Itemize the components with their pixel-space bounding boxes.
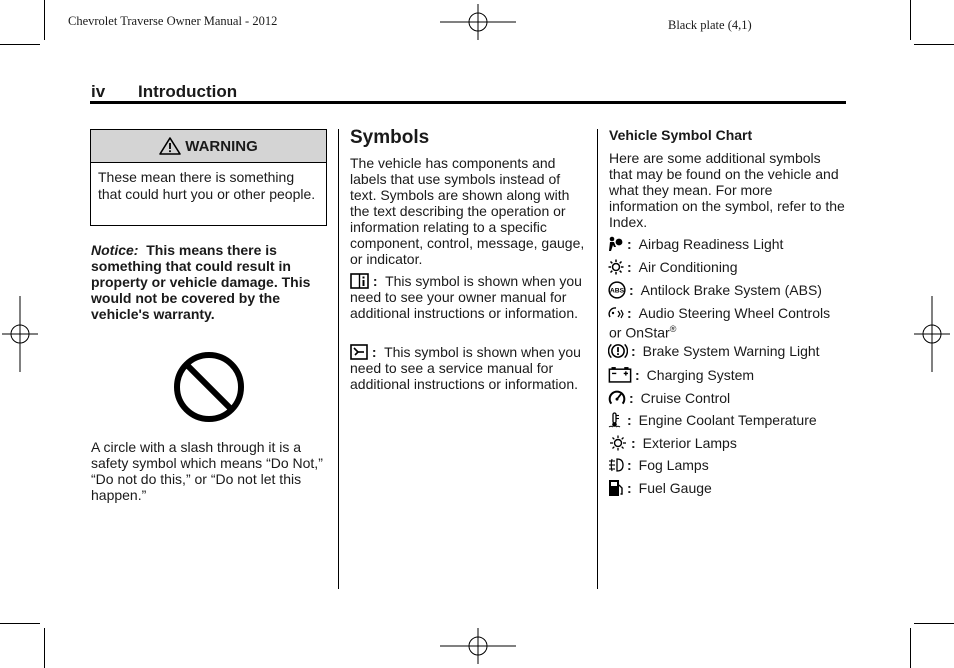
svg-text:ABS: ABS bbox=[609, 287, 625, 295]
section-title: Introduction bbox=[138, 82, 238, 101]
exterior-lamps-icon bbox=[608, 435, 628, 451]
registration-mark-left bbox=[2, 296, 38, 372]
registration-mark-bottom bbox=[440, 628, 516, 664]
page-number: iv bbox=[91, 82, 106, 101]
fog-lamps-icon bbox=[608, 457, 624, 473]
brake-warning-icon bbox=[608, 341, 628, 361]
list-item-label: Antilock Brake System (ABS) bbox=[640, 282, 822, 298]
warning-triangle-icon bbox=[159, 137, 181, 155]
list-item: : Airbag Readiness Light bbox=[608, 236, 783, 252]
warning-box bbox=[90, 129, 327, 226]
warning-body: These mean there is something that could hurt you or other people. bbox=[98, 169, 316, 202]
registration-mark-right bbox=[914, 296, 950, 372]
list-item-label: Air Conditioning bbox=[638, 259, 738, 275]
notice-label: Notice: bbox=[91, 242, 139, 258]
do-not-caption: A circle with a slash through it is a safety symbol which means “Do Not,” “Do not do this,” or “Do not let this happen.” bbox=[91, 439, 323, 503]
crop-mark bbox=[914, 44, 954, 45]
crop-mark bbox=[0, 623, 40, 624]
list-item-label: Cruise Control bbox=[640, 390, 731, 406]
list-item-label: Audio Steering Wheel Controls bbox=[638, 305, 831, 321]
crop-mark bbox=[44, 628, 45, 668]
crop-mark bbox=[910, 0, 911, 40]
cruise-control-icon bbox=[608, 389, 626, 407]
list-item-label: Exterior Lamps bbox=[642, 435, 737, 451]
list-item: : Cruise Control bbox=[608, 389, 730, 407]
list-item: : Engine Coolant Temperature bbox=[608, 412, 817, 428]
vehicle-symbol-chart-heading: Vehicle Symbol Chart bbox=[609, 127, 753, 143]
list-item: : Charging System bbox=[608, 366, 754, 383]
list-item-label: Brake System Warning Light bbox=[642, 343, 820, 359]
list-item: : Audio Steering Wheel Controls bbox=[608, 305, 830, 321]
list-item: : Fuel Gauge bbox=[608, 479, 712, 497]
service-manual-paragraph: : This symbol is shown when you need to see a service manual for additional instructions or information. bbox=[350, 344, 581, 392]
warning-header bbox=[91, 130, 326, 163]
column-divider bbox=[338, 129, 339, 589]
column-divider bbox=[597, 129, 598, 589]
list-item-label: Engine Coolant Temperature bbox=[638, 412, 817, 428]
list-item: : Brake System Warning Light bbox=[608, 341, 820, 361]
warning-title: WARNING bbox=[185, 137, 258, 155]
list-item-label: Fuel Gauge bbox=[638, 480, 712, 496]
running-header-left: Chevrolet Traverse Owner Manual - 2012 bbox=[68, 14, 278, 28]
notice-paragraph bbox=[91, 242, 327, 322]
onstar-label: or OnStar bbox=[609, 324, 670, 341]
symbols-intro: The vehicle has components and labels that use symbols instead of text. Symbols are shown along with the text describing the operation or information relating to a specific component, control, message, gauge, or indicator. bbox=[350, 155, 585, 267]
crop-mark bbox=[910, 628, 911, 668]
service-manual-icon bbox=[350, 344, 368, 360]
notice-text: This means there is something that could result in property or vehicle damage. This would not be covered by the vehicle's warranty. bbox=[91, 242, 311, 322]
crop-mark bbox=[0, 44, 40, 45]
owner-manual-paragraph: : This symbol is shown when you need to see your owner manual for additional instructions or information. bbox=[350, 273, 582, 321]
symbols-heading: Symbols bbox=[350, 127, 430, 148]
list-item: : Exterior Lamps bbox=[608, 435, 737, 451]
list-item: : Fog Lamps bbox=[608, 457, 709, 473]
running-header-right: Black plate (4,1) bbox=[668, 18, 752, 32]
crop-mark bbox=[914, 623, 954, 624]
crop-mark bbox=[44, 0, 45, 40]
list-item-label: Charging System bbox=[646, 366, 755, 383]
service-manual-text: This symbol is shown when you need to see a service manual for additional instructions or information. bbox=[350, 344, 581, 392]
list-item: : Air Conditioning bbox=[608, 259, 738, 275]
do-not-symbol-icon bbox=[171, 350, 247, 424]
airbag-icon bbox=[608, 236, 624, 252]
registered-mark: ® bbox=[669, 324, 677, 334]
list-item-continuation bbox=[609, 321, 676, 341]
vehicle-symbol-chart-intro: Here are some additional symbols that may be found on the vehicle and what they mean. For more information on the symbol, refer to the Index. bbox=[609, 150, 845, 230]
air-conditioning-icon bbox=[608, 259, 624, 275]
list-item-label: Fog Lamps bbox=[638, 457, 709, 473]
coolant-temperature-icon bbox=[608, 412, 624, 428]
header-rule bbox=[90, 101, 846, 104]
registration-mark-top bbox=[440, 4, 516, 40]
list-item-label: Airbag Readiness Light bbox=[638, 236, 784, 252]
steering-wheel-controls-icon bbox=[608, 305, 624, 321]
fuel-gauge-icon bbox=[608, 479, 624, 497]
battery-icon bbox=[608, 366, 632, 383]
list-item: ABS : Antilock Brake System (ABS) bbox=[609, 282, 822, 298]
owner-manual-icon bbox=[350, 273, 369, 289]
abs-icon bbox=[608, 281, 626, 299]
owner-manual-text: This symbol is shown when you need to see your owner manual for additional instructions or information. bbox=[350, 273, 582, 321]
